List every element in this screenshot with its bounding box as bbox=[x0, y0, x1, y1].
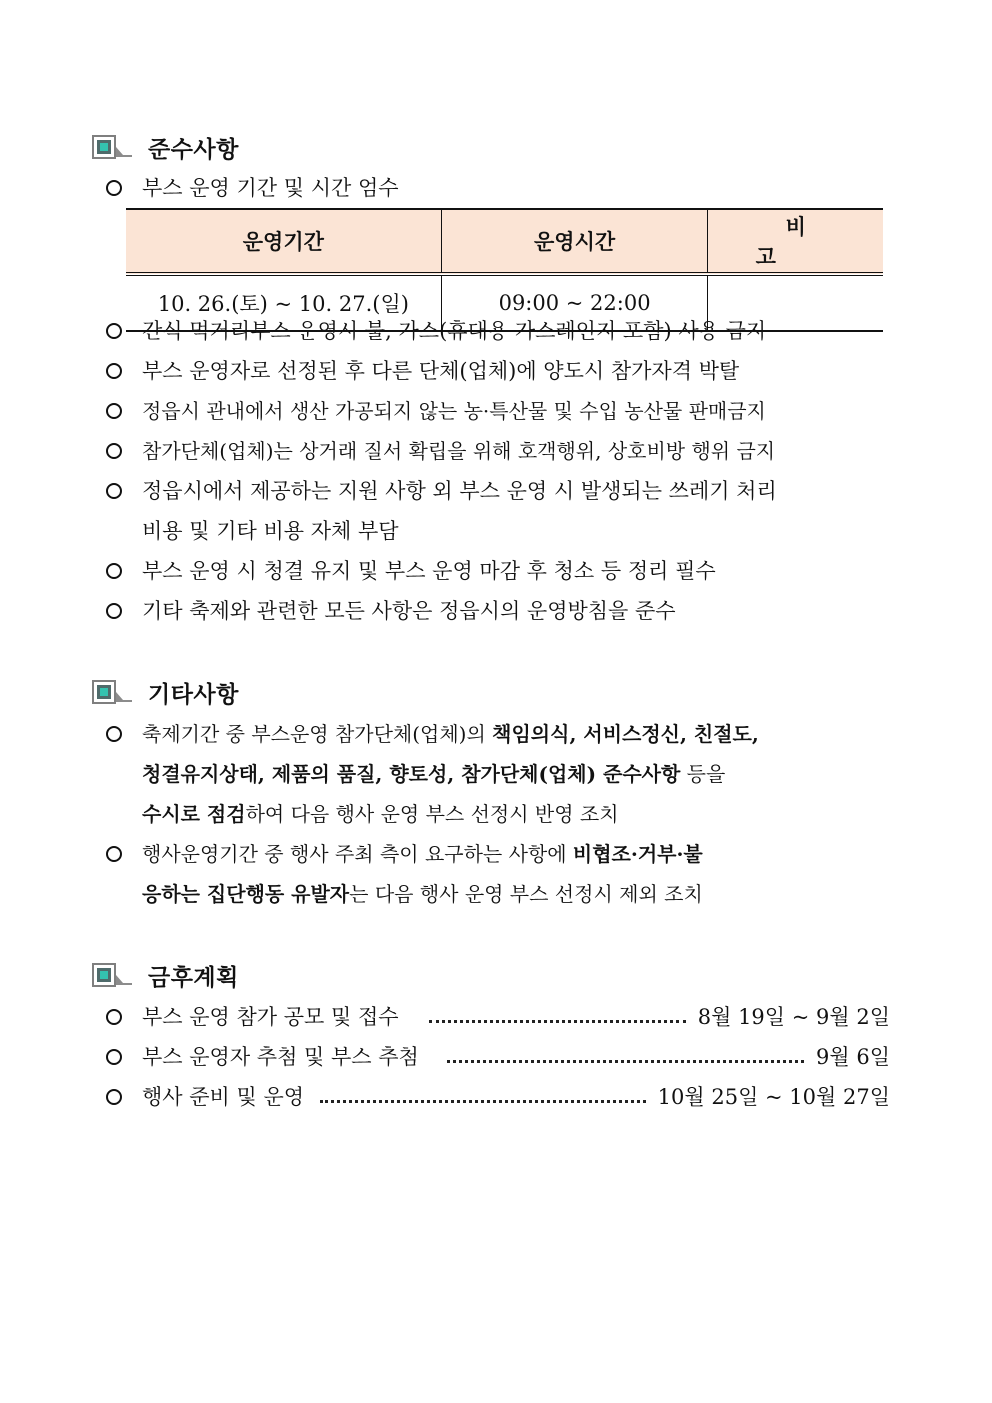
section-title: 준수사항 bbox=[148, 136, 239, 163]
leader-dots bbox=[320, 1100, 646, 1103]
table-header-cell: 운영기간 bbox=[126, 209, 441, 274]
table-header-cell: 운영시간 bbox=[441, 209, 708, 274]
list-item: 행사운영기간 중 행사 주최 측이 요구하는 사항에 비협조·거부·불 응하는 집단행동 유발자는 다음 행사 운영 부스 선정시 제외 조치 bbox=[106, 834, 908, 914]
section-compliance-header bbox=[92, 132, 239, 162]
leader-dots bbox=[429, 1020, 686, 1023]
section-marker-icon bbox=[92, 134, 134, 160]
section-other-header bbox=[92, 677, 239, 707]
list-item: 부스 운영자로 선정된 후 다른 단체(업체)에 양도시 참가자격 박탈 bbox=[106, 351, 908, 391]
table-header-cell: 비 고 bbox=[708, 209, 883, 274]
bullet-circle-icon bbox=[106, 323, 122, 339]
table-cell: 09:00 ~ 22:00 bbox=[441, 274, 708, 331]
bullet-circle-icon bbox=[106, 1089, 122, 1105]
leader-dots bbox=[447, 1060, 804, 1063]
list-item: 부스 운영 기간 및 시간 엄수 bbox=[106, 168, 908, 208]
section-plan-header bbox=[92, 960, 239, 990]
bullet-circle-icon bbox=[106, 483, 122, 499]
bullet-circle-icon bbox=[106, 563, 122, 579]
bullet-circle-icon bbox=[106, 403, 122, 419]
bullet-circle-icon bbox=[106, 443, 122, 459]
bullet-circle-icon bbox=[106, 1009, 122, 1025]
section-title: 기타사항 bbox=[148, 681, 239, 708]
bullet-circle-icon bbox=[106, 363, 122, 379]
table-cell: 10. 26.(토) ~ 10. 27.(일) bbox=[126, 274, 441, 331]
plan-row: 행사 준비 및 운영 10월 25일 ~ 10월 27일 bbox=[106, 1077, 890, 1117]
bullet-circle-icon bbox=[106, 726, 122, 742]
plan-row: 부스 운영 참가 공모 및 접수 8월 19일 ~ 9월 2일 bbox=[106, 997, 890, 1037]
bullet-circle-icon bbox=[106, 846, 122, 862]
section-marker-icon bbox=[92, 962, 134, 988]
bullet-circle-icon bbox=[106, 180, 122, 196]
list-item: 기타 축제와 관련한 모든 사항은 정읍시의 운영방침을 준수 bbox=[106, 591, 908, 631]
plan-row: 부스 운영자 추첨 및 부스 추첨 9월 6일 bbox=[106, 1037, 890, 1077]
section-marker-icon bbox=[92, 679, 134, 705]
bullet-circle-icon bbox=[106, 603, 122, 619]
list-item: 부스 운영 시 청결 유지 및 부스 운영 마감 후 청소 등 정리 필수 bbox=[106, 551, 908, 591]
table-header-row bbox=[126, 209, 883, 274]
list-item: 정읍시 관내에서 생산 가공되지 않는 농·특산물 및 수입 농산물 판매금지 bbox=[106, 391, 908, 431]
bullet-circle-icon bbox=[106, 1049, 122, 1065]
list-item: 간식 먹거리부스 운영시 불, 가스(휴대용 가스레인지 포함) 사용 금지 bbox=[106, 311, 908, 351]
section-title: 금후계획 bbox=[148, 964, 239, 991]
list-item: 정읍시에서 제공하는 지원 사항 외 부스 운영 시 발생되는 쓰레기 처리 비용 및 기타 비용 자체 부담 bbox=[106, 471, 908, 551]
list-item: 축제기간 중 부스운영 참가단체(업체)의 책임의식, 서비스정신, 친절도, 청결유지상태, 제품의 품질, 향토성, 참가단체(업체) 준수사항 등을 수시로 점검하여 다음 행사 운영 부스 선정시 반영 조치 bbox=[106, 714, 908, 834]
list-item: 참가단체(업체)는 상거래 질서 확립을 위해 호객행위, 상호비방 행위 금지 bbox=[106, 431, 908, 471]
